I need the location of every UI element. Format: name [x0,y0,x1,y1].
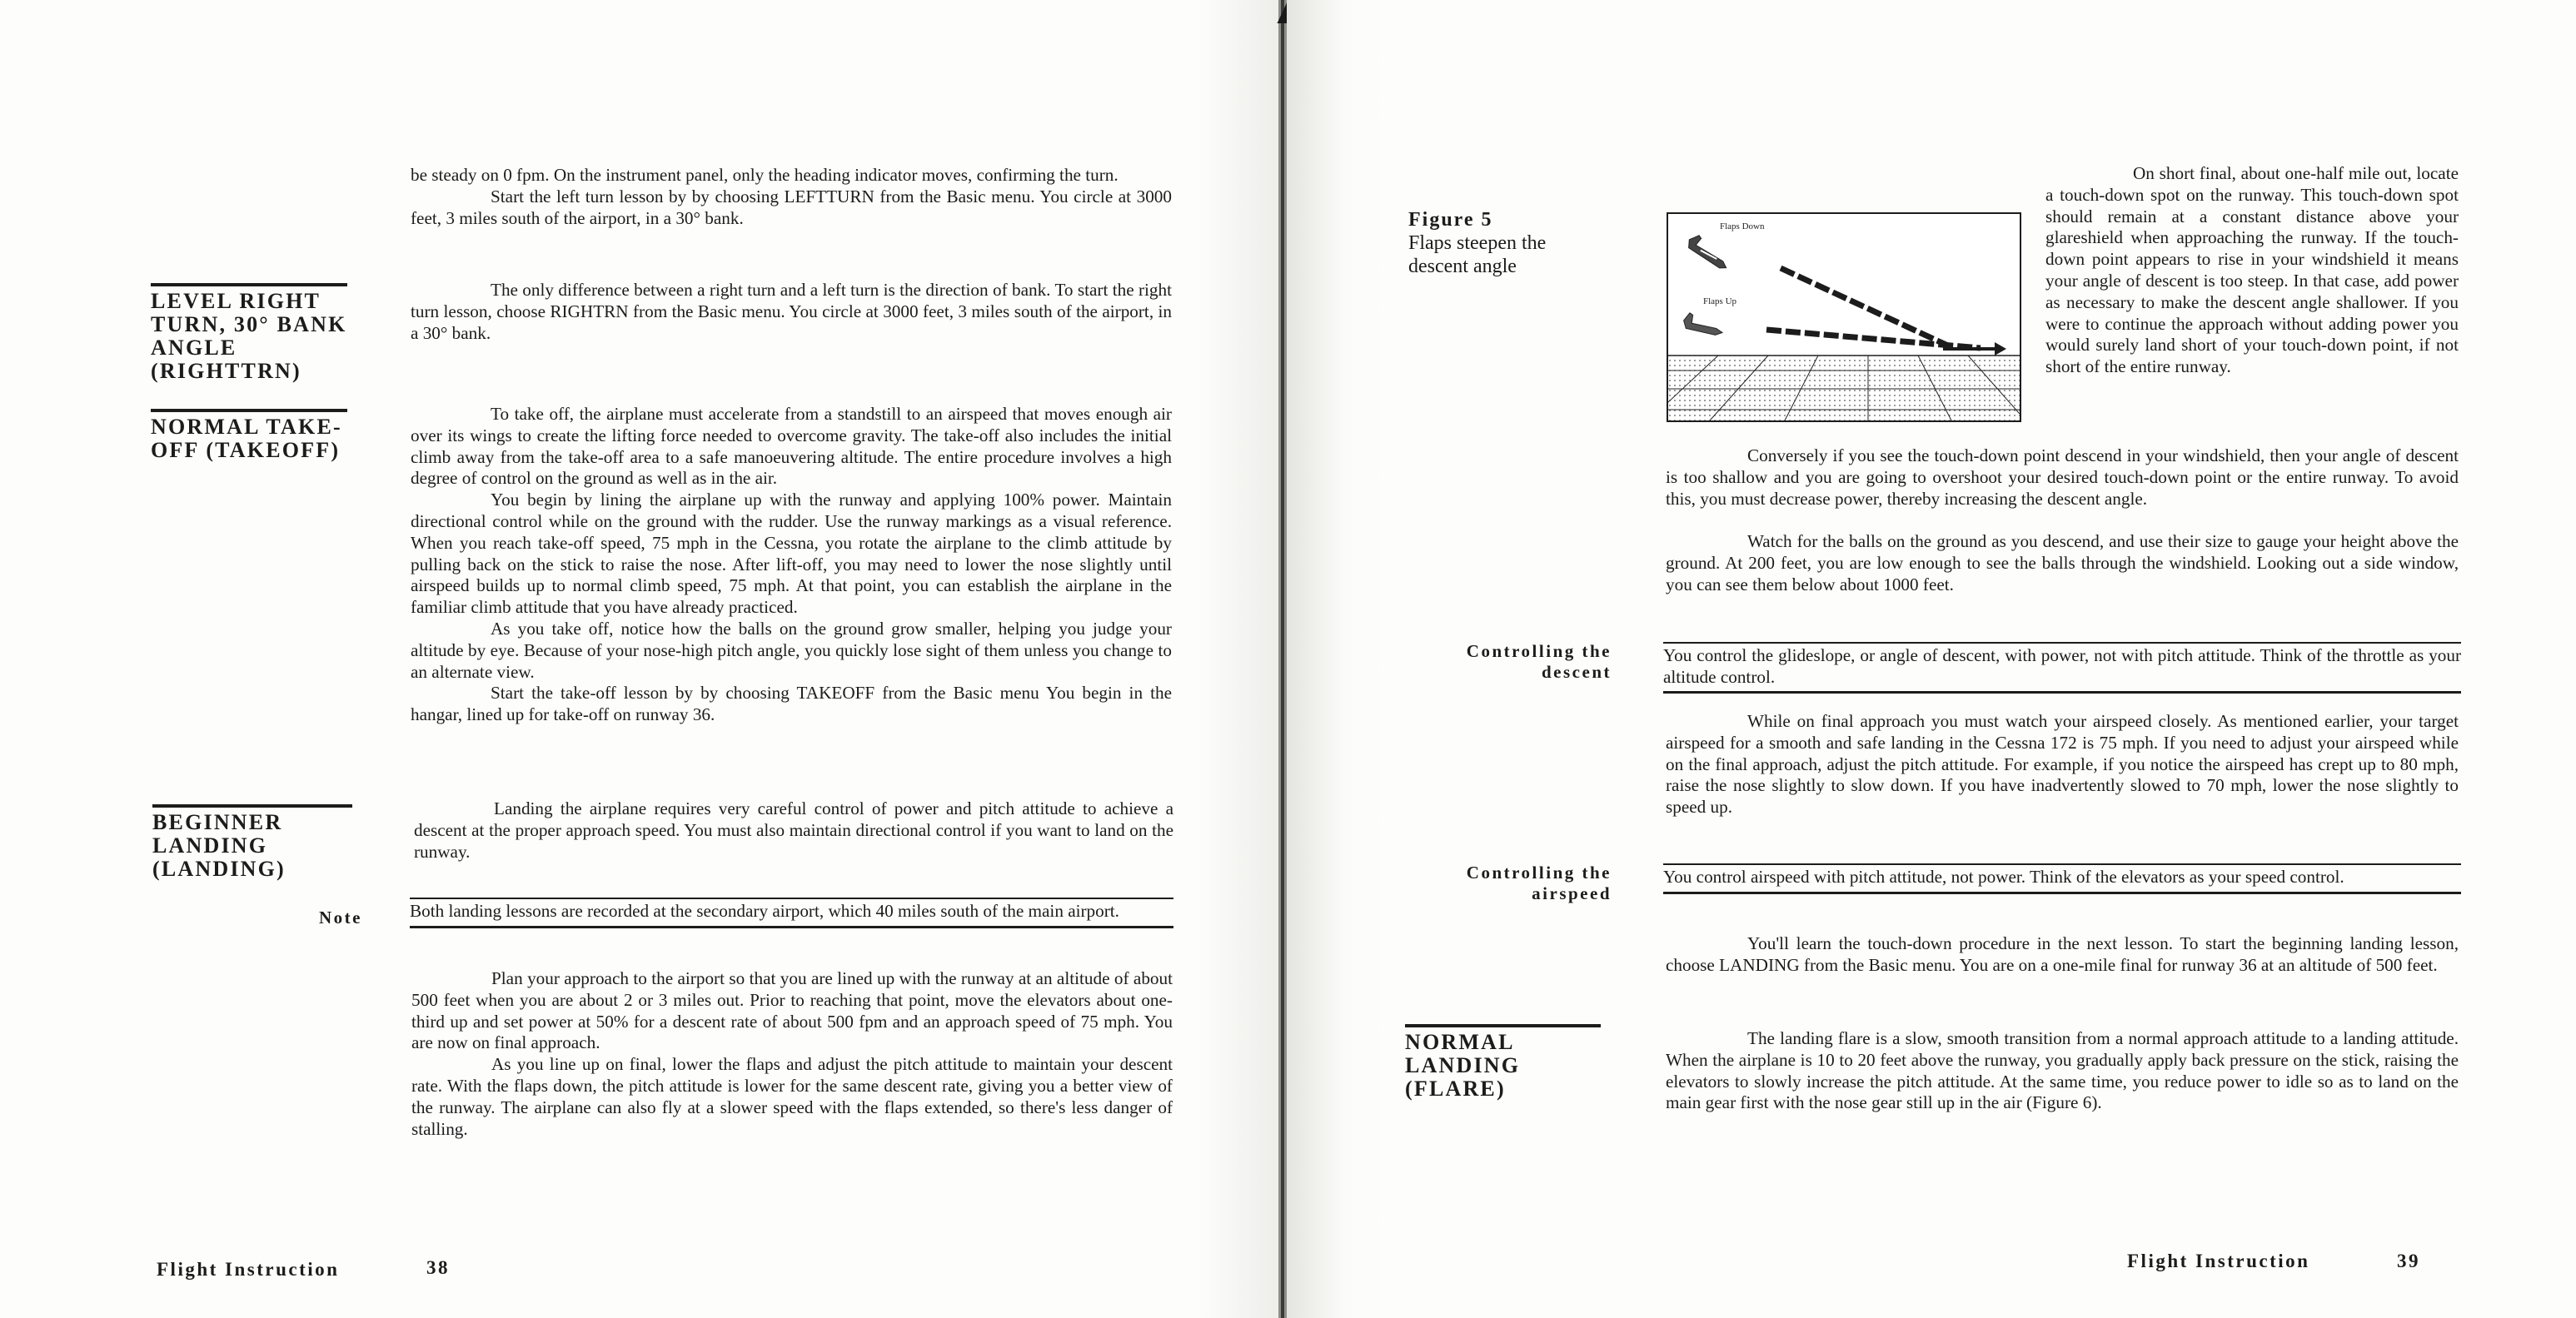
figure-label: Figure 5 [1408,209,1493,231]
takeoff-paragraph: You begin by lining the airplane up with the runway and applying 100% power. Maintain directional control while on the ground with the rudder. Use the runway markings as a visual reference. When you reach take-off speed, 75 mph in the Cessna, you rotate the airplane to the climb attitude by pulling back on the stick to raise the nose. After lift-off, you may need to lower the nose slightly until airspeed builds up to normal climb speed, 75 mph. At that point, you can establish the airplane in the familiar climb attitude that you have already practiced. [411,490,1172,618]
book-spine-shadow [1281,0,1284,1318]
section-heading-landing: BEGINNER LANDING (LANDING) [152,804,352,881]
page-number: 39 [2397,1251,2420,1271]
takeoff-text [411,404,1172,726]
right-page [1287,0,2576,1318]
plane-flaps-down-icon [1684,232,1733,271]
descent-note-label: Controlling the descent [1466,641,1612,682]
page-number: 38 [426,1257,450,1278]
approach-text [411,968,1173,1140]
conversely-text: Conversely if you see the touch-down point descend in your windshield, then your angle of descent is too shallow and you are going to overshoot your desired touch-down point or the entire runway. To avoid this, you must decrease power, thereby increasing the descent angle. [1666,445,2459,509]
airspeed-note-box: You control airspeed with pitch attitude, not power. Think of the elevators as your speed control. [1663,863,2461,894]
takeoff-paragraph: Start the take-off lesson by by choosing TAKEOFF from the Basic menu You begin in the hangar, lined up for take-off on runway 36. [411,683,1172,725]
intro-paragraph: Start the left turn lesson by by choosing LEFTTURN from the Basic menu. You circle at 3000 feet, 3 miles south of the airport, in a 30° bank. [411,186,1172,228]
arrow-head-icon [1995,342,2006,356]
approach-paragraph: As you line up on final, lower the flaps and adjust the pitch attitude to maintain your descent rate. With the flaps down, the pitch attitude is lower for the same descent rate, giving you a better view of the runway. The airplane can also fly at a slower speed with the flaps extended, so there's less danger of stalling. [411,1054,1173,1139]
approach-paragraph: Plan your approach to the airport so that you are lined up with the runway at an altitude of about 500 feet when you are about 2 or 3 miles out. Prior to reaching that point, move the elevators about one-third up and set power at 50% for a descent rate of about 500 fpm and an approach speed of 75 mph. You are now on final approach. [411,968,1173,1053]
watch-text: Watch for the balls on the ground as you descend, and use their size to gauge your height above the ground. At 200 feet, you are low enough to see the balls through the windshield. Looking out a side window, you can see them below about 1000 feet. [1666,531,2459,594]
section-heading-takeoff: NORMAL TAKE-OFF (TAKEOFF) [151,409,347,462]
ground-area [1668,356,2020,420]
short-final-text: On short final, about one-half mile out, locate a touch-down spot on the runway. This touch-down spot should remain at a constant distance above your glareshield when approaching the runway. If the touch-down point appears to rise in your windshield it means your angle of descent is too steep. In that case, add power as necessary to make the descent angle shallower. If you were to continue the approach without adding power you would surely land short of your touch-down point, if not short of the entire runway. [2045,163,2459,377]
section-heading-flare: NORMAL LANDING (FLARE) [1405,1024,1601,1101]
flaps-up-label: Flaps Up [1703,296,1737,306]
shallow-descent-path [1766,330,1981,348]
airspeed-text: While on final approach you must watch your airspeed closely. As mentioned earlier, your target airspeed for a smooth and safe landing in the Cessna 172 is 75 mph. If you need to adjust your airspeed while on the final approach, adjust the pitch attitude. For example, if you notice the airspeed has crept up to 80 mph, raise the nose slightly to slow down. If you have inadvertently slowed to 70 mph, lower the nose slightly to speed up. [1666,711,2459,818]
takeoff-paragraph: To take off, the airplane must accelerate from a standstill to an airspeed that moves enough air over its wings to create the lifting force needed to overcome gravity. The take-off also includes the initial climb away from the take-off area to a safe manoeuvering altitude. The entire procedure involves a high degree of control on the ground as well as in the air. [411,404,1172,489]
next-lesson-text: You'll learn the touch-down procedure in the next lesson. To start the beginning landing lesson, choose LANDING from the Basic menu. You are on a one-mile final for runway 36 at an altitude of 500 feet. [1666,933,2459,975]
figure-5-diagram [1667,212,2021,422]
intro-paragraph: be steady on 0 fpm. On the instrument panel, only the heading indicator moves, confirming the turn. [411,165,1119,185]
right-turn-paragraph: The only difference between a right turn and a left turn is the direction of bank. To start the right turn lesson, choose RIGHTRN from the Basic menu. You circle at 3000 feet, 3 miles south of the airport, in a 30° bank. [411,280,1172,343]
right-turn-text [411,280,1172,344]
note-box: Both landing lessons are recorded at the secondary airport, which 40 miles south of the main airport. [410,898,1173,928]
airspeed-note-label: Controlling the airspeed [1466,863,1612,903]
flaps-down-label: Flaps Down [1720,221,1765,231]
intro-text [411,165,1172,229]
descent-note-box: You control the glideslope, or angle of descent, with power, not with pitch attitude. Think of the throttle as your altitude control. [1663,642,2461,694]
descent-angle-diagram [1668,214,2020,420]
note-label: Note [319,908,362,928]
figure-caption-text: Flaps steepen the descent angle [1408,232,1547,277]
flare-text: The landing flare is a slow, smooth transition from a normal approach attitude to a landing attitude. When the airplane is 10 to 20 feet above the runway, you gradually apply back pressure on the stick, raising the elevators to slowly increase the pitch attitude. At the same time, you reduce power to idle so as to land on the main gear first with the nose gear still up in the air (Figure 6). [1666,1028,2459,1113]
landing-text [414,798,1173,863]
section-heading-right-turn: LEVEL RIGHT TURN, 30° BANK ANGLE (RIGHTTRN) [151,283,347,383]
landing-paragraph: Landing the airplane requires very careful control of power and pitch attitude to achieve a descent at the proper approach speed. You must also maintain directional control if you want to land on the runway. [414,798,1173,862]
left-page [0,0,1278,1318]
plane-flaps-up-icon [1682,312,1725,336]
footer-title: Flight Instruction [157,1259,340,1280]
figure-caption [1408,208,1575,278]
takeoff-paragraph: As you take off, notice how the balls on the ground grow smaller, helping you judge your altitude by eye. Because of your nose-high pitch angle, you quickly lose sight of them unless you change to an alternate view. [411,618,1172,682]
footer-title: Flight Instruction [2127,1251,2310,1271]
